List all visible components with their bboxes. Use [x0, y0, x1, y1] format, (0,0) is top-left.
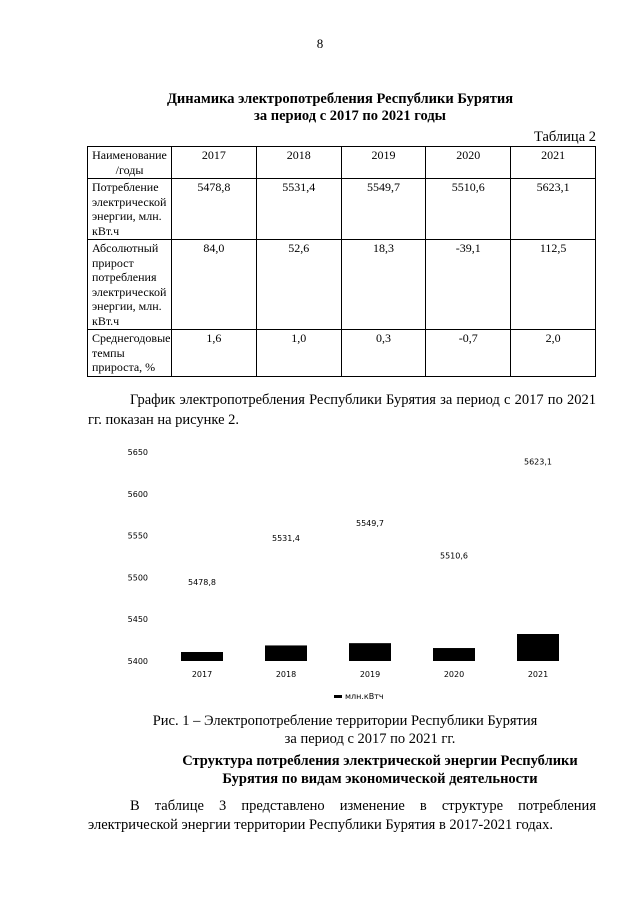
table-cell: 52,6 — [256, 240, 341, 330]
table-cell: 1,6 — [172, 330, 257, 377]
paragraph-chart-intro: График электропотребления Республики Бурятия за период с 2017 по 2021 гг. показан на рисунке 2. — [88, 392, 596, 428]
table-title-line-1: Динамика электропотребления Республики Бурятия — [166, 91, 514, 107]
table-header-cell: 2018 — [256, 147, 341, 179]
chart-legend — [334, 692, 384, 700]
table-cell: 2,0 — [511, 330, 596, 377]
consumption-table — [87, 146, 596, 377]
table-header-cell: 2021 — [511, 147, 596, 179]
x-tick-label: 2017 — [191, 670, 213, 679]
y-tick-label: 5550 — [127, 531, 148, 541]
y-tick-label: 5650 — [127, 448, 148, 457]
table-cell: 5531,4 — [256, 179, 341, 240]
table-cell: 5549,7 — [341, 179, 426, 240]
table-row — [88, 179, 596, 240]
table-cell: 84,0 — [172, 240, 257, 330]
data-label-2017: 5478,8 — [188, 578, 216, 588]
table-row — [88, 240, 596, 330]
y-tick-label: 5450 — [127, 615, 148, 625]
x-tick-label: 2018 — [275, 670, 297, 679]
data-label-2021: 5623,1 — [524, 457, 552, 467]
row-label: Потребление электрической энергии, млн. кВт.ч — [88, 179, 172, 240]
table-header-cell: 2017 — [172, 147, 257, 179]
figure-caption-line-1: Рис. 1 – Электропотребление территории Республики Бурятия — [152, 713, 538, 729]
table-row — [88, 330, 596, 377]
x-tick-label: 2021 — [527, 670, 549, 679]
paragraph-table3-intro: В таблице 3 представлено изменение в структуре потребления электрической энергии территории Республики Бурятия в 2017-2021 годах. — [88, 798, 596, 833]
table-cell: 112,5 — [511, 240, 596, 330]
table-cell: 5478,8 — [172, 179, 257, 240]
bar-2020 — [433, 648, 475, 661]
figure-caption-line-2: за период с 2017 по 2021 гг. — [284, 731, 456, 747]
row-label: Абсолютный прирост потребления электрической энергии, млн. кВт.ч — [88, 240, 172, 330]
bar-2019 — [349, 643, 391, 661]
data-label-2018: 5531,4 — [272, 534, 300, 544]
table-title-line-2: за период с 2017 по 2021 годы — [254, 108, 446, 124]
row-label: Среднегодовые темпы прироста, % — [88, 330, 172, 377]
page-number: 8 — [316, 36, 324, 51]
table-cell: 5510,6 — [426, 179, 511, 240]
y-tick-label: 5600 — [127, 489, 148, 499]
bar-2018 — [265, 645, 307, 661]
table-cell: -39,1 — [426, 240, 511, 330]
table-cell: 1,0 — [256, 330, 341, 377]
consumption-bar-chart — [120, 440, 580, 700]
x-tick-label: 2019 — [359, 670, 381, 679]
data-label-2019: 5549,7 — [356, 518, 384, 528]
table-cell: 18,3 — [341, 240, 426, 330]
data-label-2020: 5510,6 — [440, 551, 468, 561]
bar-2021 — [517, 634, 559, 661]
y-tick-label: 5400 — [127, 657, 148, 666]
bar-2017 — [181, 652, 223, 661]
table-header-cell: 2019 — [341, 147, 426, 179]
table-caption: Таблица 2 — [533, 129, 596, 145]
legend-label: млн.кВтч — [345, 692, 384, 700]
table-header-cell: Наименование /годы — [88, 147, 172, 179]
table-header-row — [88, 147, 596, 179]
x-tick-label: 2020 — [443, 670, 465, 679]
section-title-line-1: Структура потребления электрической энергии Республики — [182, 753, 578, 769]
legend-swatch — [334, 695, 342, 698]
table-cell: 5623,1 — [511, 179, 596, 240]
table-cell: 0,3 — [341, 330, 426, 377]
table-cell: -0,7 — [426, 330, 511, 377]
section-title-line-2: Бурятия по видам экономической деятельности — [222, 771, 538, 787]
y-tick-label: 5500 — [127, 573, 148, 583]
table-header-cell: 2020 — [426, 147, 511, 179]
